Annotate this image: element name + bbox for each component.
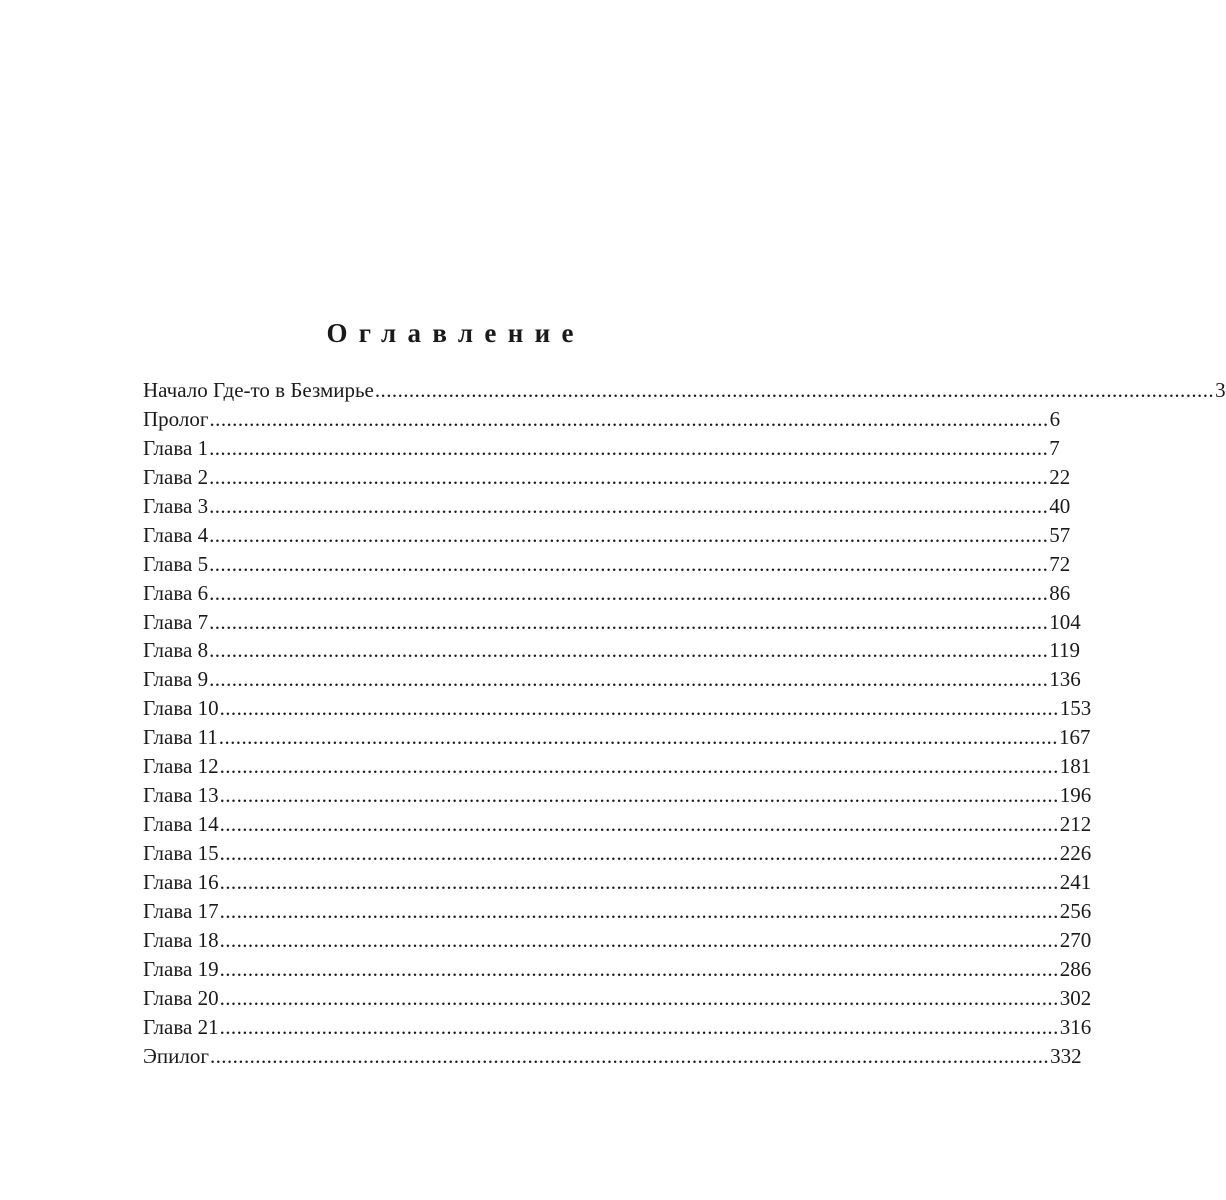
toc-title: Оглавление xyxy=(326,318,585,348)
toc-dot-leader: .................................................................................................................................................... xyxy=(219,869,1059,894)
toc-dot-leader: .................................................................................................................................................... xyxy=(209,580,1049,605)
toc-dot-leader: .................................................................................................................................................... xyxy=(374,378,1215,402)
toc-entry-label: Глава 21 xyxy=(143,1014,219,1039)
toc-dot-leader: .................................................................................................................................................... xyxy=(209,551,1049,576)
toc-entry-label: Глава 6 xyxy=(143,580,209,605)
toc-entry-chapter-6[interactable] xyxy=(143,579,1071,608)
toc-dot-leader: .................................................................................................................................................... xyxy=(209,435,1049,460)
toc-entry-chapter-5[interactable] xyxy=(143,550,1071,579)
toc-dot-leader: .................................................................................................................................................... xyxy=(219,927,1059,952)
toc-entry-page: 167 xyxy=(1058,725,1091,750)
toc-entry-label: Глава 5 xyxy=(143,551,209,576)
toc-entry-epilogue[interactable] xyxy=(143,1042,1082,1071)
toc-entry-page: 226 xyxy=(1059,841,1092,865)
toc-entry-label: Глава 18 xyxy=(143,927,219,952)
toc-entry-chapter-2[interactable] xyxy=(143,463,1071,492)
toc-entry-label: Пролог xyxy=(143,406,209,431)
toc-entry-chapter-17[interactable] xyxy=(143,897,1092,926)
toc-dot-leader: .................................................................................................................................................... xyxy=(219,812,1059,837)
toc-entry-page: 72 xyxy=(1049,551,1071,576)
toc-entry-label: Глава 9 xyxy=(143,667,209,692)
toc-entry-chapter-4[interactable] xyxy=(143,521,1071,550)
toc-dot-leader: .................................................................................................................................................... xyxy=(219,985,1059,1010)
toc-entry-chapter-8[interactable] xyxy=(143,636,1080,665)
toc-dot-leader: .................................................................................................................................................... xyxy=(209,406,1049,431)
toc-entry-page: 119 xyxy=(1049,638,1080,663)
toc-entry-label: Глава 8 xyxy=(143,638,209,663)
toc-entry-chapter-10[interactable] xyxy=(143,694,1092,723)
toc-dot-leader: .................................................................................................................................................... xyxy=(219,1014,1059,1039)
toc-entry-page: 3 xyxy=(1215,378,1226,402)
toc-entry-page: 256 xyxy=(1059,898,1092,923)
toc-entry-label: Глава 3 xyxy=(143,493,209,518)
toc-entry-chapter-14[interactable] xyxy=(143,810,1092,839)
toc-entry-page: 153 xyxy=(1059,696,1092,721)
toc-entry-chapter-11[interactable] xyxy=(143,723,1091,752)
toc-entry-page: 316 xyxy=(1059,1014,1092,1039)
toc-entry-label: Глава 13 xyxy=(143,783,219,808)
toc-entry-page: 286 xyxy=(1059,956,1092,981)
toc-entry-label: Глава 10 xyxy=(143,696,219,721)
toc-dot-leader: .................................................................................................................................................... xyxy=(209,464,1049,489)
toc-entry-chapter-9[interactable] xyxy=(143,665,1081,694)
toc-entry-chapter-7[interactable] xyxy=(143,608,1081,637)
toc-entry-label: Глава 16 xyxy=(143,869,219,894)
toc-entry-label: Глава 14 xyxy=(143,812,219,837)
toc-dot-leader: .................................................................................................................................................... xyxy=(209,667,1049,692)
toc-entry-page: 302 xyxy=(1059,985,1092,1010)
toc-entry-label: Глава 11 xyxy=(143,725,218,750)
toc-entry-label: Глава 20 xyxy=(143,985,219,1010)
toc-entry-page: 57 xyxy=(1049,522,1071,547)
toc-entry-page: 104 xyxy=(1049,609,1081,634)
toc-entry-label: Глава 12 xyxy=(143,754,219,779)
toc-entry-chapter-15[interactable] xyxy=(143,839,1092,868)
toc-entry-page: 40 xyxy=(1049,493,1071,518)
toc-entry-page: 7 xyxy=(1049,435,1060,460)
toc-dot-leader: .................................................................................................................................................... xyxy=(209,493,1049,518)
toc-dot-leader: .................................................................................................................................................... xyxy=(219,696,1059,721)
toc-dot-leader: .................................................................................................................................................... xyxy=(219,956,1059,981)
toc-entry-page: 136 xyxy=(1049,667,1081,692)
toc-entry-page: 6 xyxy=(1049,406,1061,431)
toc-entry-prologue[interactable] xyxy=(143,405,1061,434)
toc-entry-label: Глава 15 xyxy=(143,841,219,865)
toc-entry-page: 86 xyxy=(1049,580,1071,605)
toc-list xyxy=(143,376,1226,1071)
toc-entry-chapter-18[interactable] xyxy=(143,926,1092,955)
toc-dot-leader: .................................................................................................................................................... xyxy=(209,522,1049,547)
toc-entry-page: 212 xyxy=(1059,812,1092,837)
toc-entry-page: 196 xyxy=(1059,783,1092,808)
toc-entry-chapter-20[interactable] xyxy=(143,984,1092,1013)
toc-entry-chapter-19[interactable] xyxy=(143,955,1092,984)
toc-dot-leader: .................................................................................................................................................... xyxy=(209,1043,1050,1068)
toc-entry-label: Глава 17 xyxy=(143,898,219,923)
toc-entry-label: Начало Где-то в Безмирье xyxy=(143,378,374,402)
toc-dot-leader: .................................................................................................................................................... xyxy=(218,725,1058,750)
toc-dot-leader: .................................................................................................................................................... xyxy=(219,783,1059,808)
toc-entry-label: Глава 7 xyxy=(143,609,209,634)
toc-entry-label: Глава 19 xyxy=(143,956,219,981)
toc-entry-chapter-21[interactable] xyxy=(143,1013,1092,1042)
toc-entry-label: Глава 4 xyxy=(143,522,209,547)
toc-entry-page: 241 xyxy=(1059,869,1092,894)
toc-dot-leader: .................................................................................................................................................... xyxy=(219,898,1059,923)
toc-entry-page: 181 xyxy=(1059,754,1092,779)
toc-entry-prologue-start[interactable] xyxy=(143,376,1226,405)
toc-dot-leader: .................................................................................................................................................... xyxy=(209,638,1049,663)
toc-entry-page: 332 xyxy=(1050,1043,1082,1068)
toc-entry-chapter-1[interactable] xyxy=(143,434,1060,463)
toc-entry-page: 22 xyxy=(1049,464,1071,489)
toc-dot-leader: .................................................................................................................................................... xyxy=(209,609,1049,634)
toc-entry-chapter-13[interactable] xyxy=(143,781,1092,810)
toc-entry-chapter-16[interactable] xyxy=(143,868,1092,897)
toc-entry-label: Эпилог xyxy=(143,1043,209,1068)
toc-dot-leader: .................................................................................................................................................... xyxy=(219,841,1059,865)
toc-dot-leader: .................................................................................................................................................... xyxy=(219,754,1059,779)
toc-entry-label: Глава 2 xyxy=(143,464,209,489)
toc-entry-page: 270 xyxy=(1059,927,1092,952)
toc-entry-chapter-3[interactable] xyxy=(143,492,1071,521)
toc-entry-chapter-12[interactable] xyxy=(143,752,1092,781)
toc-entry-label: Глава 1 xyxy=(143,435,209,460)
